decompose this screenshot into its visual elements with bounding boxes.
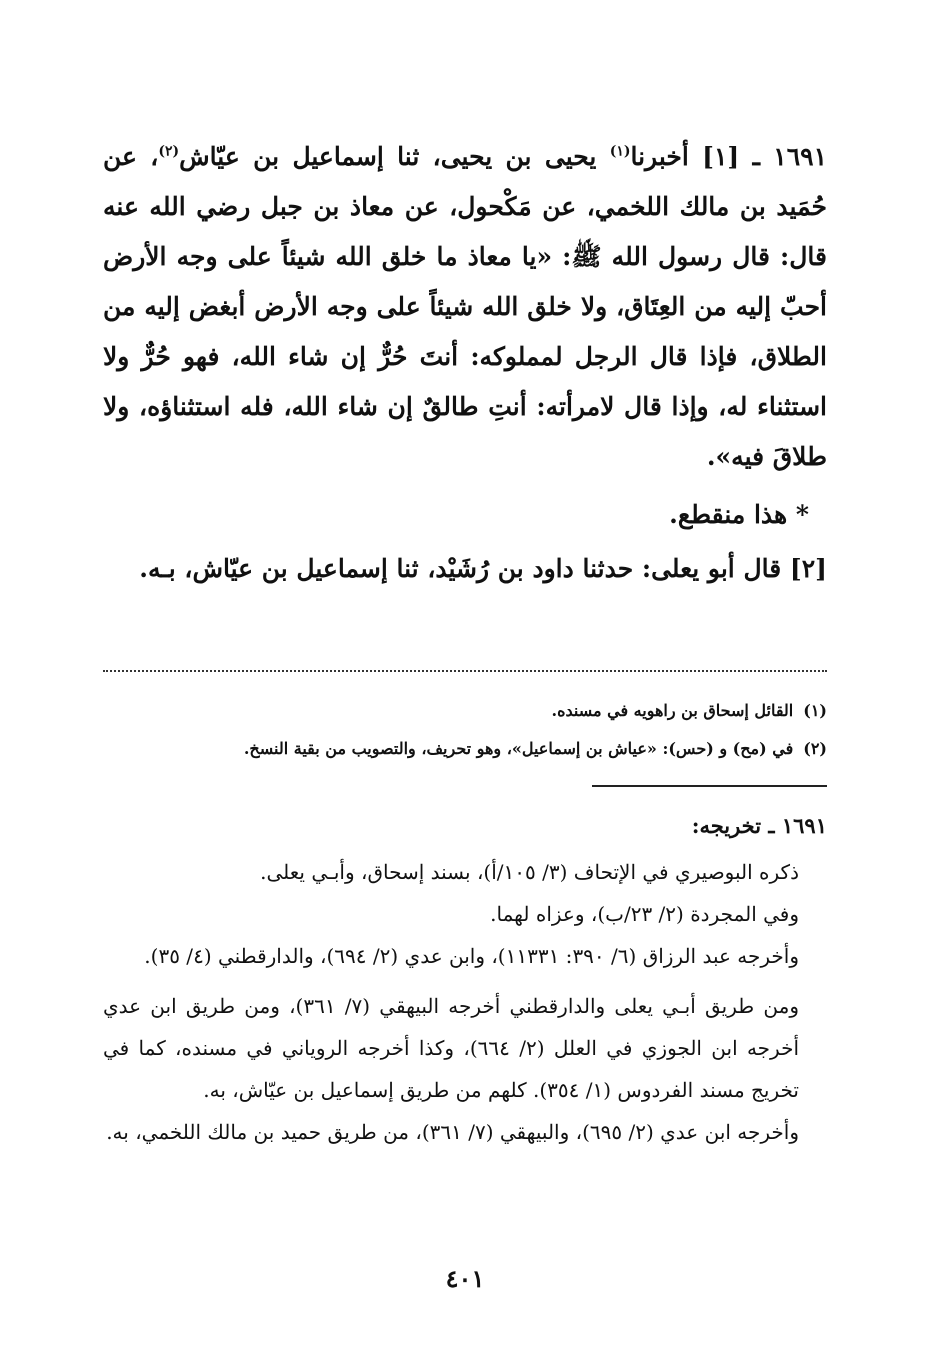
footnote-number: (٢) — [803, 739, 827, 758]
footnote-item — [103, 730, 827, 768]
footnote-number: (١) — [803, 701, 827, 720]
hadith-number-intro: ١٦٩١ ـ [١] أخبرنا — [630, 142, 827, 171]
takhrij-heading: ١٦٩١ ـ تخريجه: — [691, 813, 827, 838]
takhrij-paragraph: ومن طريق أبـي يعلى والدارقطني أخرجه البيهقي (٧/ ٣٦١)، ومن طريق ابن عدي أخرجه ابن الجوزي في العلل (٢/ ٦٦٤)، وكذا أخرجه الروياني في مسنده، كما في تخريج مسند الفردوس (١/ ٣٥٤). كلهم من طريق إسماعيل بن عيّاش، به. — [103, 994, 800, 1102]
footnote-ref-2: (٢) — [158, 143, 180, 160]
page-number: ٤٠١ — [445, 1264, 485, 1293]
takhrij-section — [103, 805, 827, 1153]
hadith-verdict: * هذا منقطع. — [669, 500, 809, 529]
footnotes — [103, 692, 827, 768]
takhrij-paragraph: وفي المجردة (٢/ ٢٣/ب)، وعزاه لهما. — [490, 902, 799, 926]
footnote-text: القائل إسحاق بن راهويه في مسنده. — [551, 701, 794, 720]
footnote-divider — [103, 670, 827, 672]
second-chain: [٢] قال أبو يعلى: حدثنا داود بن رُشَيْد، ثنا إسماعيل بن عيّاش، بـه. — [139, 554, 827, 583]
hadith-isnad: يحيى بن يحيى، ثنا إسماعيل بن عيّاش — [179, 142, 610, 171]
footnote-item — [103, 692, 827, 730]
hadith-text — [103, 132, 827, 482]
section-separator — [592, 785, 827, 787]
footnote-text: في (مح) و (حس): «عياش بن إسماعيل»، وهو تحريف، والتصويب من بقية النسخ. — [243, 739, 794, 758]
hadith-section — [103, 132, 827, 594]
takhrij-paragraph: ذكره البوصيري في الإتحاف (٣/ ١٠٥/أ)، بسند إسحاق، وأبـي يعلى. — [260, 860, 799, 884]
hadith-matn: ، عن حُمَيد بن مالك اللخمي، عن مَكْحول، عن معاذ بن جبل رضي الله عنه قال: قال رسول الله ﷺ: «يا معاذ ما خلق الله شيئاً على وجه الأرض أحبّ إليه من العِتَاق، ولا خلق الله شيئاً على وجه الأرض أبغض إليه من الطلاق، فإذا قال الرجل لمملوكه: أنتَ حُرٌّ إن شاء الله، فهو حُرٌّ ولا استثناء له، وإذا قال لامرأته: أنتِ طالقٌ إن شاء الله، فله استثناؤه، ولا طلاقَ فيه». — [103, 142, 827, 471]
footnote-ref-1: (١) — [609, 143, 631, 160]
takhrij-paragraph: وأخرجه ابن عدي (٢/ ٦٩٥)، والبيهقي (٧/ ٣٦١)، من طريق حميد بن مالك اللخمي، به. — [106, 1120, 799, 1144]
takhrij-paragraph: وأخرجه عبد الرزاق (٦/ ٣٩٠: ١١٣٣١)، وابن عدي (٢/ ٦٩٤)، والدارقطني (٤/ ٣٥). — [144, 944, 799, 968]
